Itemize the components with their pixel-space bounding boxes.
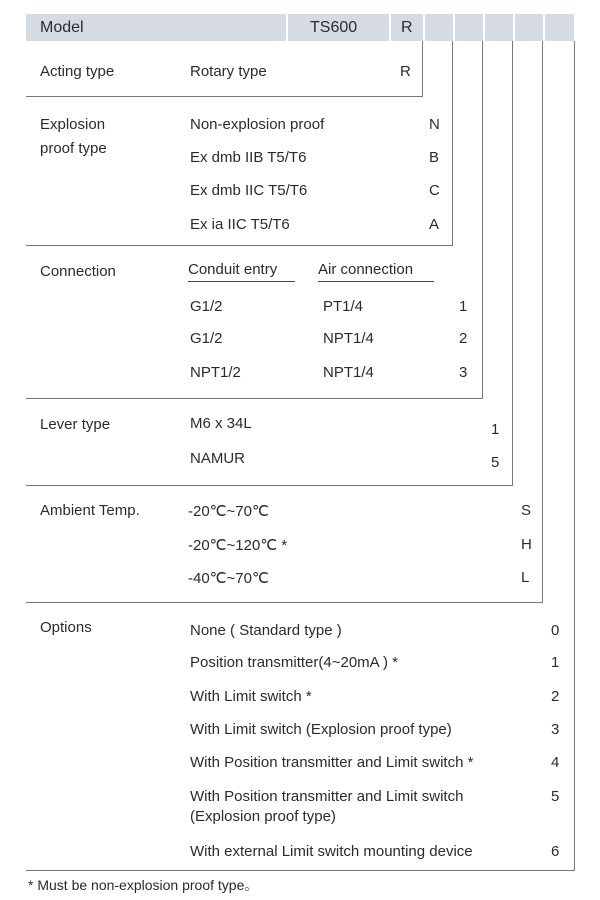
explosion-row-value: Ex dmb IIC T5/T6 [190,182,308,199]
explosion-row-code: A [429,216,440,233]
connection-row-code: 2 [459,330,468,347]
connection-row-code: 1 [459,298,468,315]
lever-row-code: 1 [491,421,500,438]
connection-row-air: NPT1/4 [323,364,374,381]
lever-label: Lever type [40,416,111,433]
connection-row-conduit: NPT1/2 [190,364,241,381]
options-label: Options [40,619,92,636]
lever-row-code: 5 [491,454,500,471]
option-row-code: 0 [551,622,560,639]
lever-bracket-right [512,41,513,486]
explosion-row-value: Ex dmb IIB T5/T6 [190,149,307,166]
explosion-bracket-right [452,41,453,246]
acting-code: R [400,63,411,80]
option-row-value: None ( Standard type ) [190,622,342,639]
header-model-label: Model [40,19,84,36]
connection-row-conduit: G1/2 [190,298,223,315]
option-row-code: 2 [551,688,560,705]
acting-bracket-right [422,41,423,97]
header-acting-code: R [401,19,413,36]
connection-row-air: NPT1/4 [323,330,374,347]
ambient-label: Ambient Temp. [40,502,140,519]
connection-row-code: 3 [459,364,468,381]
options-bracket-right [574,41,575,871]
header-slot-ambient [515,14,543,41]
acting-value: Rotary type [190,63,267,80]
explosion-row-code: C [429,182,440,199]
table-bottom-line [26,870,575,871]
option-row-value: With external Limit switch mounting device [190,843,473,860]
connection-col1-underline [188,281,295,282]
connection-row-conduit: G1/2 [190,330,223,347]
connection-row-air: PT1/4 [323,298,364,315]
explosion-row-value: Non-explosion proof [190,116,325,133]
header-model-code: TS600 [310,19,358,36]
connection-label: Connection [40,263,116,280]
option-row-code: 6 [551,843,560,860]
lever-row-value: M6 x 34L [190,415,252,432]
ambient-row-code: L [521,569,530,586]
footnote: * Must be non-explosion proof type。 [28,877,259,893]
header-slot-explosion [425,14,453,41]
lever-row-value: NAMUR [190,450,245,467]
connection-col1-header: Conduit entry [188,261,278,278]
explosion-row-value: Ex ia IIC T5/T6 [190,216,290,233]
option-row-code: 1 [551,654,560,671]
option-row-code: 5 [551,788,560,805]
option-row-code: 4 [551,754,560,771]
connection-col2-underline [318,281,434,282]
explosion-label-line2: proof type [40,140,107,157]
header-slot-options [545,14,574,41]
ambient-row-value: -40℃~70℃ [188,570,269,587]
header-slot-lever [485,14,513,41]
ambient-bracket-right [542,41,543,603]
connection-bracket-right [482,41,483,399]
option-row-value: With Limit switch (Explosion proof type) [190,721,452,738]
option-row-value-line2: (Explosion proof type) [190,808,336,825]
ambient-row-code: H [521,536,532,553]
ambient-bracket-bottom [26,602,543,603]
connection-bracket-bottom [26,398,483,399]
explosion-bracket-bottom [26,245,453,246]
option-row-value: With Position transmitter and Limit switch * [190,754,474,771]
lever-bracket-bottom [26,485,513,486]
ambient-row-value: -20℃~120℃ * [188,537,288,554]
option-row-value: Position transmitter(4~20mA ) * [190,654,399,671]
ambient-row-code: S [521,502,532,519]
option-row-code: 3 [551,721,560,738]
header-slot-connection [455,14,483,41]
option-row-value: With Position transmitter and Limit switch [190,788,464,805]
connection-col2-header: Air connection [318,261,414,278]
option-row-value: With Limit switch * [190,688,312,705]
explosion-row-code: B [429,149,440,166]
acting-label: Acting type [40,63,115,80]
explosion-row-code: N [429,116,440,133]
acting-bracket-bottom [26,96,423,97]
explosion-label-line1: Explosion [40,116,106,133]
ambient-row-value: -20℃~70℃ [188,503,269,520]
